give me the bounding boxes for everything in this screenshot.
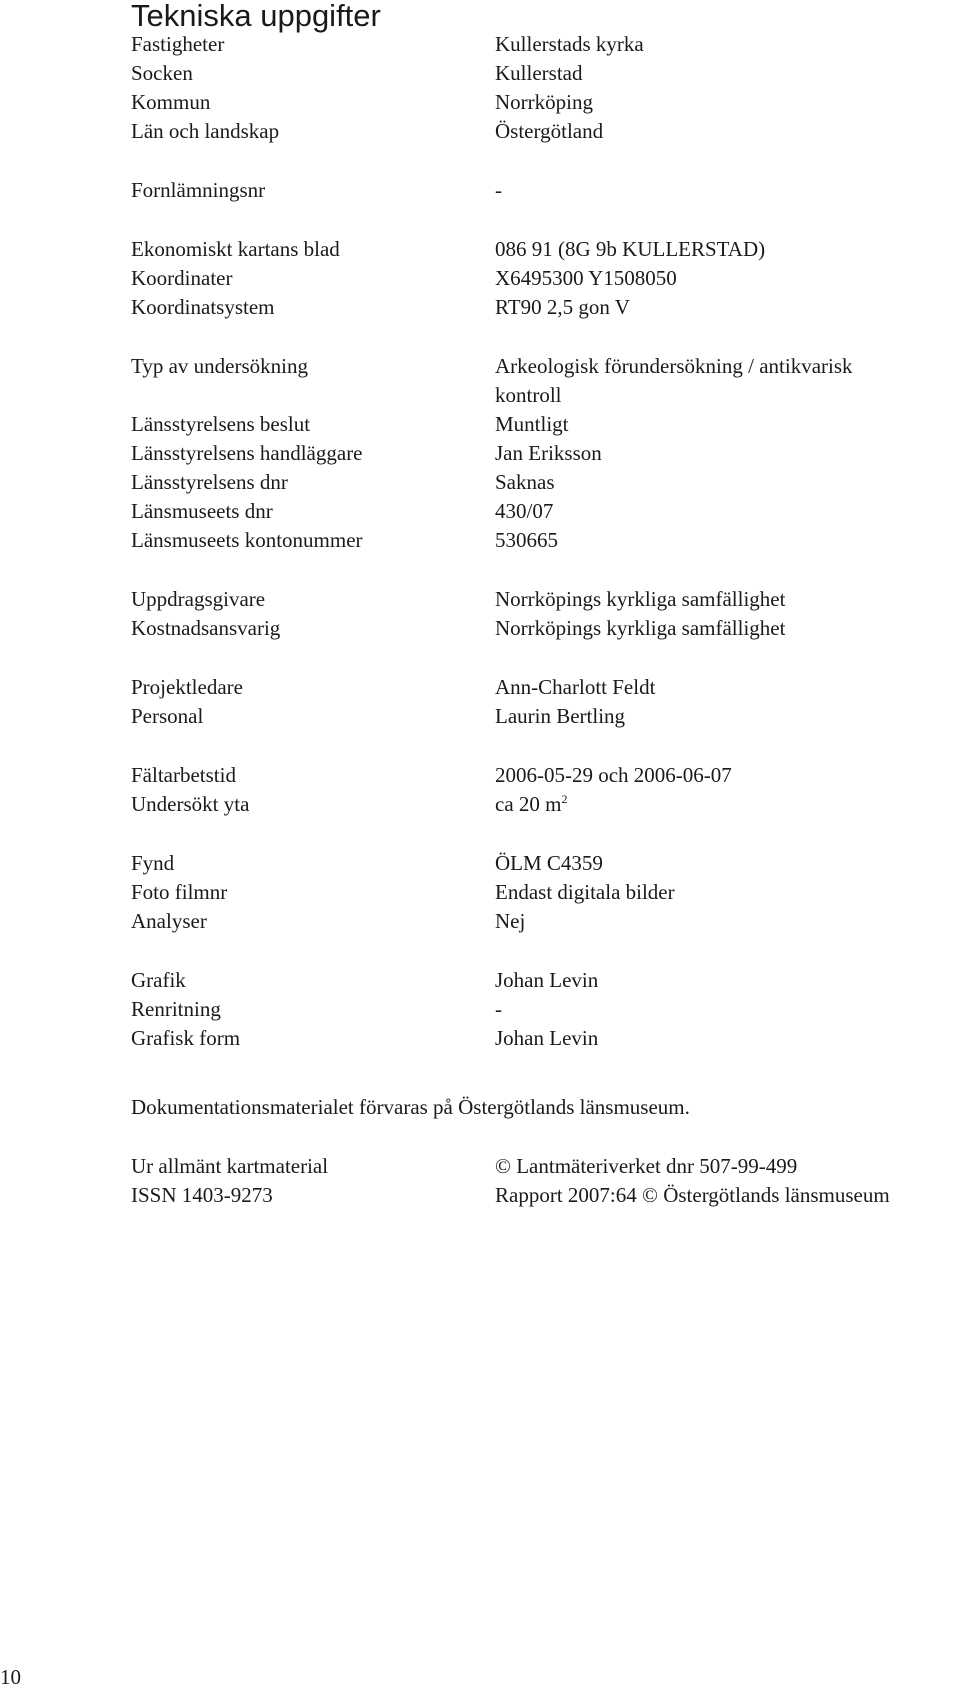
row-value: 530665 bbox=[495, 528, 558, 552]
row-issn bbox=[131, 1181, 960, 1210]
row-value: Kullerstads kyrka bbox=[495, 32, 644, 56]
row-foto-filmnr bbox=[131, 878, 960, 907]
row-personal bbox=[131, 702, 960, 731]
row-label: Grafik bbox=[131, 968, 186, 992]
row-value: 430/07 bbox=[495, 499, 554, 523]
area-unit-exponent: 2 bbox=[561, 792, 568, 806]
row-renritning bbox=[131, 995, 960, 1024]
row-label: Länsmuseets dnr bbox=[131, 499, 273, 523]
row-label: Fältarbetstid bbox=[131, 763, 236, 787]
row-label: Projektledare bbox=[131, 675, 243, 699]
row-label: Kommun bbox=[131, 90, 211, 114]
row-koordinatsystem bbox=[131, 293, 960, 322]
row-typ-av-undersokning-cont bbox=[131, 381, 960, 410]
row-value: - bbox=[495, 997, 502, 1021]
row-value: Endast digitala bilder bbox=[495, 880, 675, 904]
row-fornlamningsnr bbox=[131, 176, 960, 205]
row-label: Socken bbox=[131, 61, 193, 85]
row-value: Arkeologisk förundersökning / antikvarisk bbox=[495, 354, 853, 378]
row-value: ÖLM C4359 bbox=[495, 851, 603, 875]
row-value: Norrköping bbox=[495, 90, 593, 114]
row-label: Länsstyrelsens dnr bbox=[131, 470, 288, 494]
row-value: - bbox=[495, 178, 502, 202]
row-kommun bbox=[131, 88, 960, 117]
row-undersokt-yta bbox=[131, 790, 960, 819]
row-kostnadsansvarig bbox=[131, 614, 960, 643]
row-grafik bbox=[131, 966, 960, 995]
row-value: Muntligt bbox=[495, 412, 569, 436]
row-label: Renritning bbox=[131, 997, 221, 1021]
row-value-continuation: kontroll bbox=[495, 383, 562, 407]
row-lansmuseets-kontonummer bbox=[131, 526, 960, 555]
row-value: Östergötland bbox=[495, 119, 604, 143]
row-socken bbox=[131, 59, 960, 88]
row-label: Typ av undersökning bbox=[131, 354, 309, 378]
row-value: Johan Levin bbox=[495, 968, 599, 992]
row-label: ISSN 1403-9273 bbox=[131, 1183, 273, 1207]
row-fynd bbox=[131, 849, 960, 878]
row-value: Nej bbox=[495, 909, 526, 933]
page-title: Tekniska uppgifter bbox=[131, 0, 381, 33]
row-label: Länsmuseets kontonummer bbox=[131, 528, 363, 552]
row-value: Norrköpings kyrkliga samfällighet bbox=[495, 616, 786, 640]
archive-note: Dokumentationsmaterialet förvaras på Östergötlands länsmuseum. bbox=[131, 1095, 690, 1119]
row-ekonomiskt-kartans-blad bbox=[131, 235, 960, 264]
row-faltarbetstid bbox=[131, 761, 960, 790]
row-label: Fynd bbox=[131, 851, 175, 875]
row-lansstyrelsens-dnr bbox=[131, 468, 960, 497]
row-value: Johan Levin bbox=[495, 1026, 599, 1050]
row-value: 2006-05-29 och 2006-06-07 bbox=[495, 763, 732, 787]
row-label: Län och landskap bbox=[131, 119, 280, 143]
row-grafisk-form bbox=[131, 1024, 960, 1053]
row-projektledare bbox=[131, 673, 960, 702]
row-lansstyrelsens-handlaggare bbox=[131, 439, 960, 468]
page-number: 10 bbox=[0, 1665, 21, 1689]
row-value: Rapport 2007:64 © Östergötlands länsmuseum bbox=[495, 1183, 890, 1207]
row-label: Länsstyrelsens beslut bbox=[131, 412, 311, 436]
row-label: Koordinatsystem bbox=[131, 295, 275, 319]
row-lan-och-landskap bbox=[131, 117, 960, 146]
row-label: Fornlämningsnr bbox=[131, 178, 266, 202]
row-value bbox=[495, 790, 567, 819]
row-label: Personal bbox=[131, 704, 204, 728]
row-kartmaterial-credit bbox=[131, 1152, 960, 1181]
row-label: Uppdragsgivare bbox=[131, 587, 266, 611]
row-lansmuseets-dnr bbox=[131, 497, 960, 526]
row-value: Laurin Bertling bbox=[495, 704, 626, 728]
row-label: Grafisk form bbox=[131, 1026, 241, 1050]
row-value: Norrköpings kyrkliga samfällighet bbox=[495, 587, 786, 611]
row-value: Ann-Charlott Feldt bbox=[495, 675, 656, 699]
row-label: Länsstyrelsens handläggare bbox=[131, 441, 363, 465]
row-label: Undersökt yta bbox=[131, 792, 250, 816]
row-label: Koordinater bbox=[131, 266, 233, 290]
row-value: Saknas bbox=[495, 470, 555, 494]
row-label: Foto filmnr bbox=[131, 880, 228, 904]
row-value: Jan Eriksson bbox=[495, 441, 602, 465]
row-typ-av-undersokning bbox=[131, 352, 960, 381]
row-value: X6495300 Y1508050 bbox=[495, 266, 677, 290]
area-value: ca 20 m bbox=[495, 792, 562, 816]
row-label: Fastigheter bbox=[131, 32, 225, 56]
row-lansstyrelsens-beslut bbox=[131, 410, 960, 439]
row-label: Ekonomiskt kartans blad bbox=[131, 237, 340, 261]
row-fastigheter bbox=[131, 30, 960, 59]
row-value: © Lantmäteriverket dnr 507-99-499 bbox=[495, 1154, 798, 1178]
row-label: Kostnadsansvarig bbox=[131, 616, 281, 640]
row-analyser bbox=[131, 907, 960, 936]
row-uppdragsgivare bbox=[131, 585, 960, 614]
row-value: RT90 2,5 gon V bbox=[495, 295, 630, 319]
row-value: 086 91 (8G 9b KULLERSTAD) bbox=[495, 237, 766, 261]
row-label: Ur allmänt kartmaterial bbox=[131, 1154, 329, 1178]
row-label: Analyser bbox=[131, 909, 207, 933]
row-koordinater bbox=[131, 264, 960, 293]
row-value: Kullerstad bbox=[495, 61, 583, 85]
